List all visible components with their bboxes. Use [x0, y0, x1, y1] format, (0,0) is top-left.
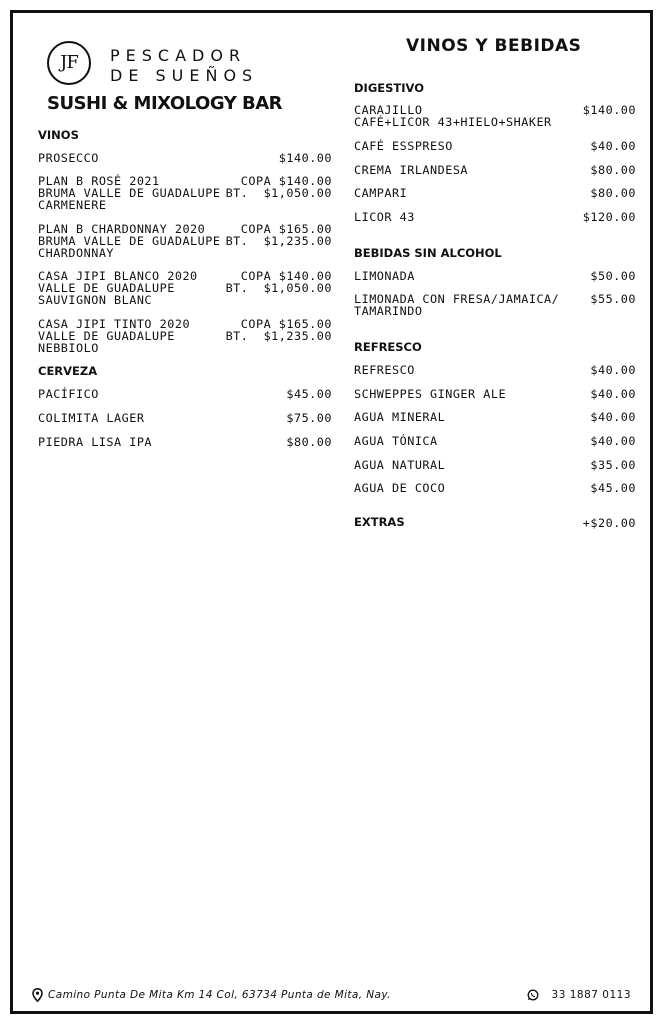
menu-item-price: COPA $140.00 BT. $1,050.00	[225, 174, 332, 200]
section-heading-digestivo: DIGESTIVO	[354, 81, 424, 95]
menu-item-price: COPA $165.00 BT. $1,235.00	[225, 317, 332, 343]
menu-item-price: $45.00	[286, 387, 332, 401]
item-line: VALLE DE GUADALUPE	[38, 329, 175, 343]
menu-item-name: AGUA TÓNICA	[354, 434, 438, 448]
menu-item-price: $55.00	[590, 292, 636, 306]
map-pin-icon	[32, 988, 43, 1002]
menu-item-price: COPA $165.00 BT. $1,235.00	[225, 222, 332, 248]
menu-item-name: AGUA NATURAL	[354, 458, 446, 472]
menu-item-price: $40.00	[590, 410, 636, 424]
section-heading-refresco: REFRESCO	[354, 340, 422, 354]
footer-address: Camino Punta De Mita Km 14 Col, 63734 Punta de Mita, Nay.	[48, 989, 391, 1001]
item-line: CASA JIPI TINTO 2020	[38, 317, 191, 331]
item-line: CAFÉ+LICOR 43+HIELO+SHAKER	[354, 115, 552, 129]
logo	[47, 41, 91, 85]
item-line: LIMONADA CON FRESA/JAMAICA/	[354, 292, 560, 306]
menu-item-price: $40.00	[590, 363, 636, 377]
item-line: CASA JIPI BLANCO 2020	[38, 269, 198, 283]
menu-item-name	[354, 104, 552, 128]
menu-item-name: CAFÉ ESSPRESO	[354, 139, 453, 153]
extras-price: +$20.00	[582, 516, 636, 530]
menu-item-price: $80.00	[590, 186, 636, 200]
menu-item-price: $40.00	[590, 434, 636, 448]
menu-item-name: AGUA MINERAL	[354, 410, 446, 424]
menu-item-name	[38, 175, 220, 211]
item-line: SAUVIGNON BLANC	[38, 293, 153, 307]
item-line: VALLE DE GUADALUPE	[38, 281, 175, 295]
menu-item-price: $140.00	[278, 151, 332, 165]
section-heading-vinos: VINOS	[38, 128, 79, 142]
menu-item-price: $35.00	[590, 458, 636, 472]
whatsapp-icon	[527, 989, 539, 1001]
page-title: VINOS Y BEBIDAS	[406, 36, 582, 56]
menu-item-name: COLIMITA LAGER	[38, 411, 145, 425]
menu-item-price: $45.00	[590, 481, 636, 495]
menu-item-name: LIMONADA	[354, 269, 415, 283]
item-line: PLAN B ROSÉ 2021	[38, 174, 160, 188]
menu-item-name	[38, 270, 198, 306]
menu-item-price: $120.00	[582, 210, 636, 224]
brand-line-1: PESCADOR	[110, 46, 247, 65]
menu-item-name	[354, 293, 559, 317]
item-line: TAMARINDO	[354, 304, 423, 318]
menu-item-name: SCHWEPPES GINGER ALE	[354, 387, 507, 401]
menu-item-price: COPA $140.00 BT. $1,050.00	[225, 269, 332, 295]
menu-item-price: $40.00	[590, 387, 636, 401]
brand-subtitle: SUSHI & MIXOLOGY BAR	[47, 93, 283, 114]
logo-monogram: JF	[60, 52, 78, 73]
brand-line-2: DE SUEÑOS	[110, 66, 259, 85]
section-heading-sin-alcohol: BEBIDAS SIN ALCOHOL	[354, 246, 502, 260]
menu-item-name: REFRESCO	[354, 363, 415, 377]
menu-item-name: PIEDRA LISA IPA	[38, 435, 153, 449]
menu-item-price: $80.00	[286, 435, 332, 449]
menu-item-name: CREMA IRLANDESA	[354, 163, 469, 177]
item-line: CHARDONNAY	[38, 246, 115, 260]
menu-item-name	[38, 318, 190, 354]
item-line: NEBBIOLO	[38, 341, 99, 355]
menu-item-name: CAMPARI	[354, 186, 408, 200]
item-line: CARMENERE	[38, 198, 107, 212]
menu-item-name: LICOR 43	[354, 210, 415, 224]
item-line: BRUMA VALLE DE GUADALUPE	[38, 234, 221, 248]
menu-item-price: $80.00	[590, 163, 636, 177]
menu-item-price: $140.00	[582, 103, 636, 117]
footer-phone: 33 1887 0113	[551, 989, 631, 1001]
menu-item-name	[38, 223, 220, 259]
section-heading-cerveza: CERVEZA	[38, 364, 98, 378]
menu-item-price: $40.00	[590, 139, 636, 153]
item-line: CARAJILLO	[354, 103, 423, 117]
menu-item-name: PACÍFICO	[38, 387, 99, 401]
menu-item-price: $75.00	[286, 411, 332, 425]
section-heading-extras: EXTRAS	[354, 515, 405, 529]
item-line: BRUMA VALLE DE GUADALUPE	[38, 186, 221, 200]
item-line: PLAN B CHARDONNAY 2020	[38, 222, 206, 236]
menu-item-name: AGUA DE COCO	[354, 481, 446, 495]
menu-item-price: $50.00	[590, 269, 636, 283]
menu-item-name: PROSECCO	[38, 151, 99, 165]
